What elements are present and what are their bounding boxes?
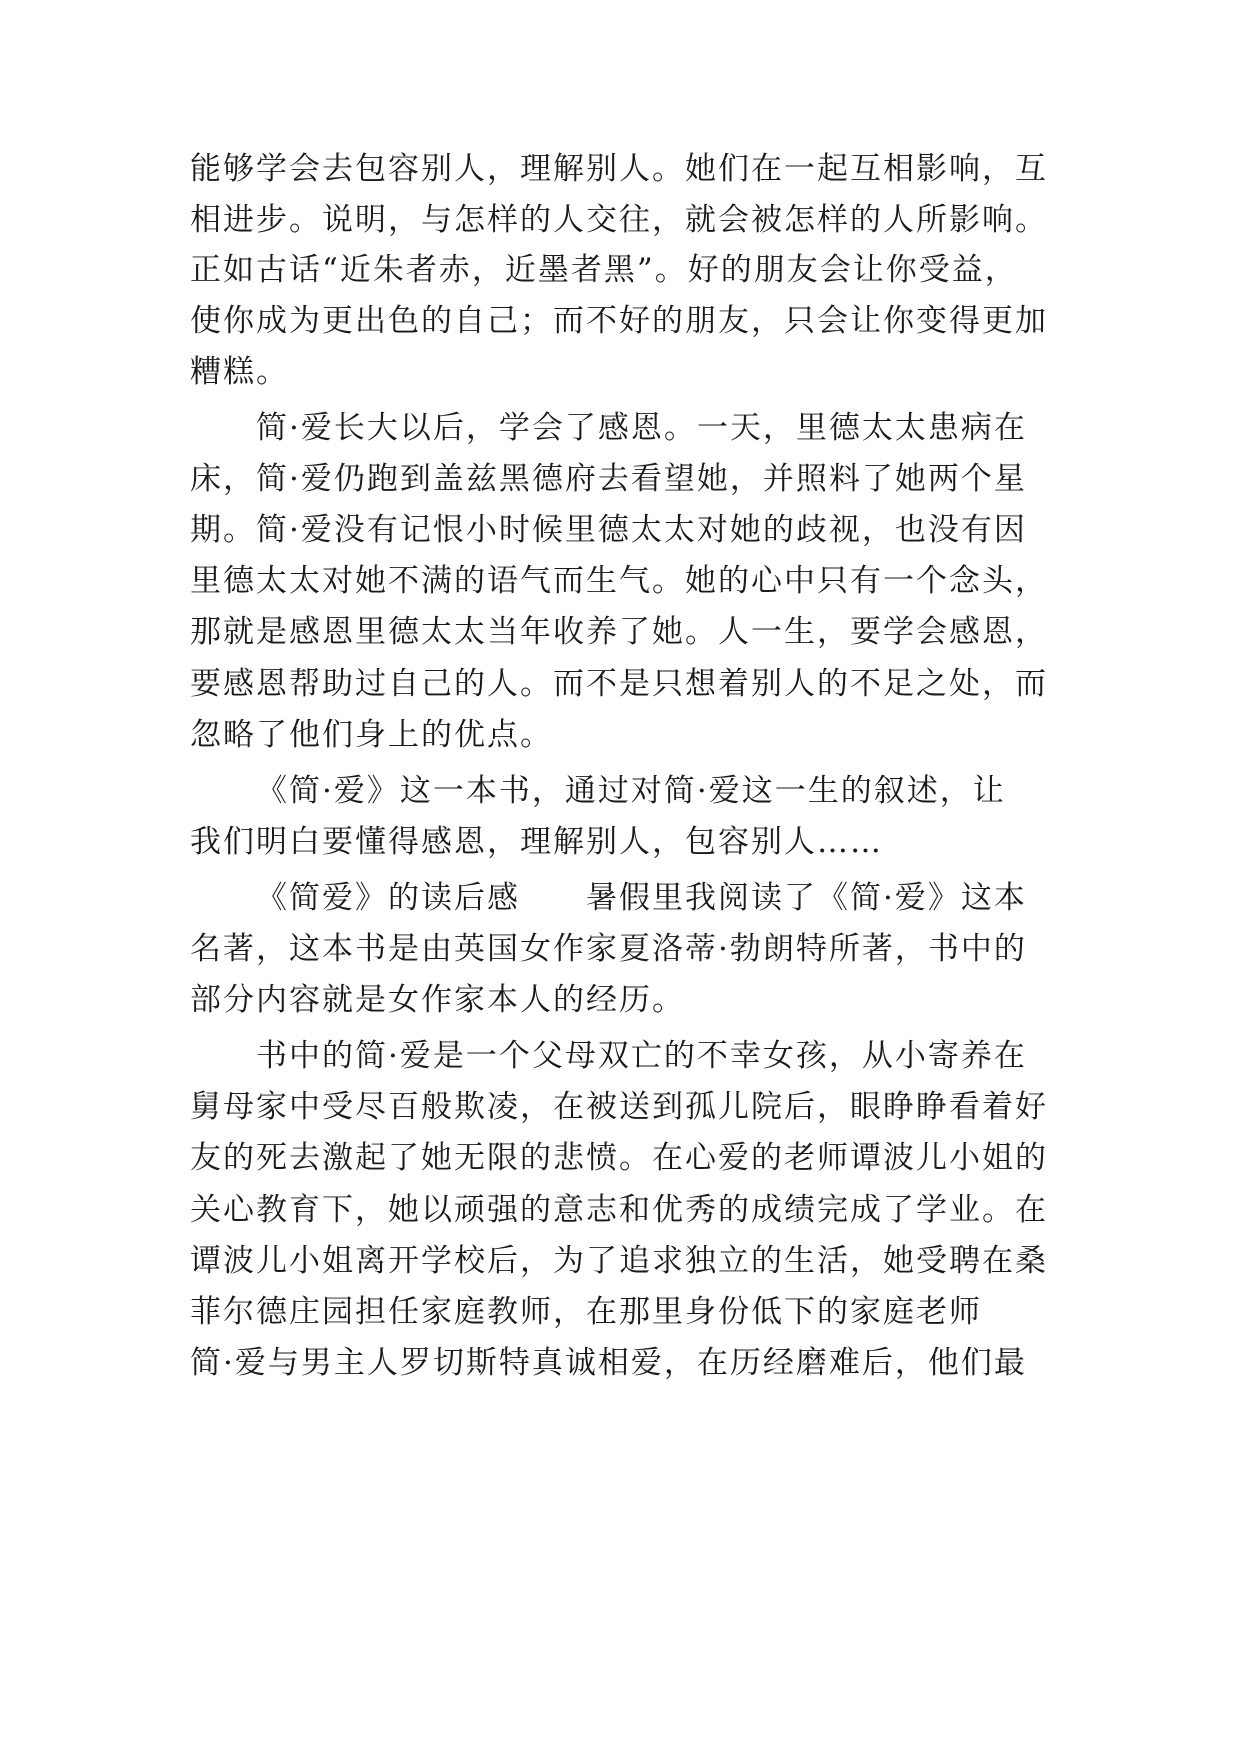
text-line: 简·爱长大以后，学会了感恩。一天，里德太太患病在 [256, 410, 1027, 446]
text-line: 书中的简·爱是一个父母双亡的不幸女孩，从小寄养在 [256, 1038, 1027, 1074]
text-line: 舅母家中受尽百般欺凌，在被送到孤儿院后，眼睁睁看着好 [190, 1089, 1048, 1125]
text-line: 《简·爱》这一本书，通过对简·爱这一生的叙述，让 [256, 773, 1006, 809]
text-line: 谭波儿小姐离开学校后，为了追求独立的生活，她受聘在桑 [190, 1243, 1048, 1279]
text-line: 我们明白要懂得感恩，理解别人，包容别人…… [190, 824, 883, 860]
text-line: 部分内容就是女作家本人的经历。 [190, 982, 685, 1018]
text-line: 关心教育下，她以顽强的意志和优秀的成绩完成了学业。在 [190, 1192, 1048, 1228]
text-line: 使你成为更出色的自己；而不好的朋友，只会让你变得更加 [190, 303, 1048, 339]
text-line: 糟糕。 [190, 354, 289, 390]
text-line: 简·爱与男主人罗切斯特真诚相爱，在历经磨难后，他们最 [190, 1345, 1027, 1381]
text-line: 菲尔德庄园担任家庭教师，在那里身份低下的家庭老师 [190, 1294, 982, 1330]
text-line: 友的死去激起了她无限的悲愤。在心爱的老师谭波儿小姐的 [190, 1140, 1048, 1176]
text-line: 忽略了他们身上的优点。 [190, 717, 553, 753]
text-line: 正如古话“近朱者赤，近墨者黑”。好的朋友会让你受益， [190, 252, 1018, 288]
text-line: 相进步。说明，与怎样的人交往，就会被怎样的人所影响。 [190, 202, 1048, 238]
text-line: 床，简·爱仍跑到盖兹黑德府去看望她，并照料了她两个星 [190, 461, 1027, 497]
text-line: 《简爱》的读后感 暑假里我阅读了《简·爱》这本 [256, 880, 1027, 916]
text-line: 里德太太对她不满的语气而生气。她的心中只有一个念头， [190, 563, 1048, 599]
text-line: 那就是感恩里德太太当年收养了她。人一生，要学会感恩， [190, 614, 1048, 650]
text-line: 要感恩帮助过自己的人。而不是只想着别人的不足之处，而 [190, 666, 1048, 702]
text-line: 名著，这本书是由英国女作家夏洛蒂·勃朗特所著，书中的 [190, 931, 1027, 967]
text-line: 能够学会去包容别人，理解别人。她们在一起互相影响，互 [190, 151, 1048, 187]
text-line: 期。简·爱没有记恨小时候里德太太对她的歧视，也没有因 [190, 512, 1027, 548]
